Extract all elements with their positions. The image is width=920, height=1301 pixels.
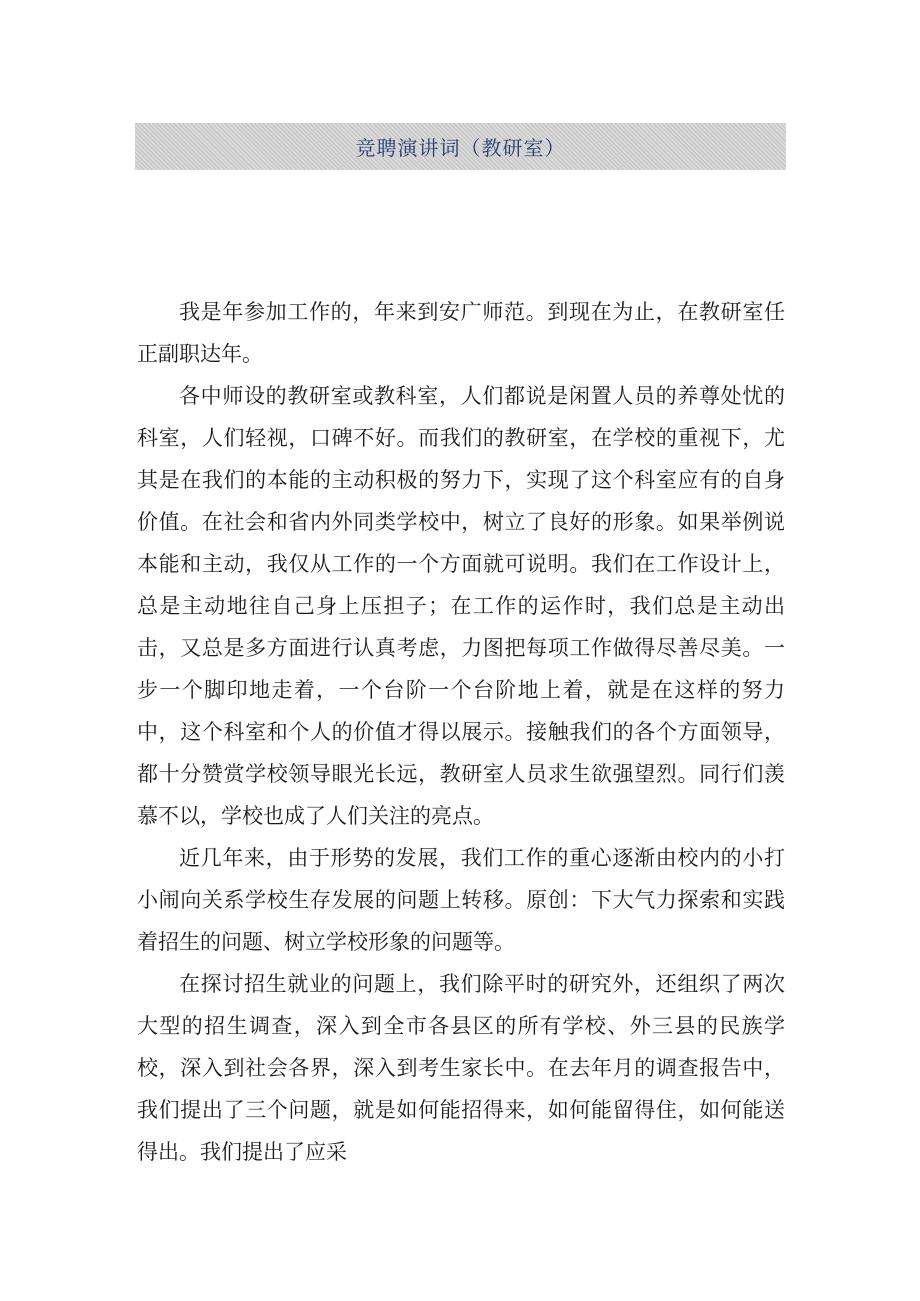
document-title: 竞聘演讲词（教研室）: [355, 136, 566, 160]
document-body: [137, 291, 785, 1173]
paragraph: 各中师设的教研室或教科室，人们都说是闲置人员的养尊处忧的科室，人们轻视，口碑不好。而我们的教研室，在学校的重视下，尤其是在我们的本能的主动积极的努力下，实现了这个科室应有的自身价值。在社会和省内外同类学校中，树立了良好的形象。如果举例说本能和主动，我仅从工作的一个方面就可说明。我们在工作设计上，总是主动地往自己身上压担子；在工作的运作时，我们总是主动出击，又总是多方面进行认真考虑，力图把每项工作做得尽善尽美。一步一个脚印地走着，一个台阶一个台阶地上着，就是在这样的努力中，这个科室和个人的价值才得以展示。接触我们的各个方面领导，都十分赞赏学校领导眼光长远，教研室人员求生欲强望烈。同行们羡慕不以，学校也成了人们关注的亮点。: [137, 384, 785, 828]
paragraph: 近几年来，由于形势的发展，我们工作的重心逐渐由校内的小打小闹向关系学校生存发展的问题上转移。原创：下大气力探索和实践着招生的问题、树立学校形象的问题等。: [137, 846, 785, 954]
title-banner: [135, 123, 786, 170]
paragraph: 我是年参加工作的，年来到安广师范。到现在为止，在教研室任正副职达年。: [137, 300, 785, 366]
paragraph: 在探讨招生就业的问题上，我们除平时的研究外，还组织了两次大型的招生调查，深入到全市各县区的所有学校、外三县的民族学校，深入到社会各界，深入到考生家长中。在去年月的调查报告中，我们提出了三个问题，就是如何能招得来，如何能留得住，如何能送得出。我们提出了应采: [137, 972, 785, 1164]
